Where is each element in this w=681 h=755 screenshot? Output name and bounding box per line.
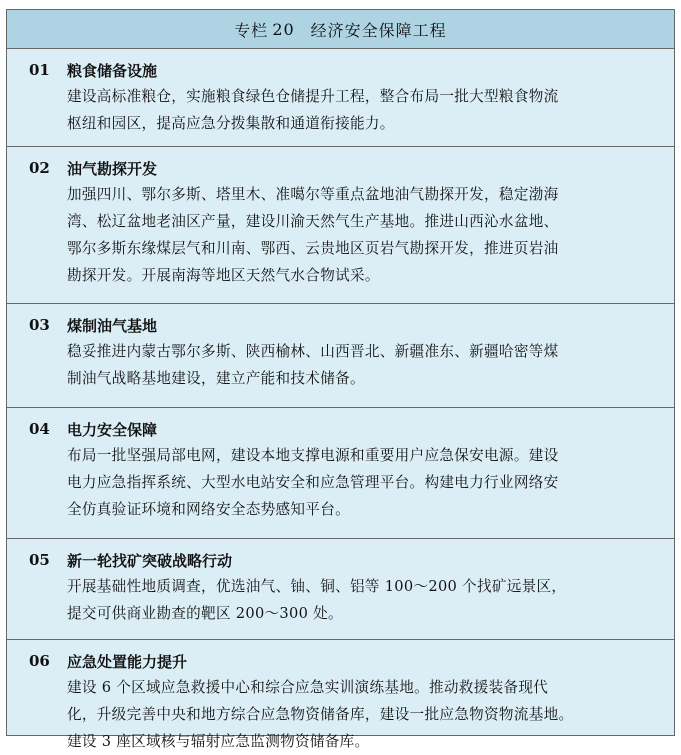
section-line: 加强四川、鄂尔多斯、塔里木、准噶尔等重点盆地油气勘探开发，稳定渤海	[67, 186, 559, 203]
section-03	[7, 312, 674, 408]
section-line: 提交可供商业勘查的靶区 200～300 处。	[67, 605, 343, 622]
section-line: 开展基础性地质调查，优选油气、铀、铜、铝等 100～200 个找矿远景区，	[67, 578, 567, 595]
section-line: 枢纽和园区，提高应急分拨集散和通道衔接能力。	[67, 115, 395, 132]
section-line: 鄂尔多斯东缘煤层气和川南、鄂西、云贵地区页岩气勘探开发，推进页岩油	[67, 240, 559, 257]
section-04	[7, 416, 674, 539]
section-index: 06	[29, 652, 50, 670]
section-line: 建设 6 个区域应急救援中心和综合应急实训演练基地。推动救援装备现代	[67, 679, 549, 696]
section-title: 电力安全保障	[67, 420, 158, 439]
section-index: 04	[29, 420, 50, 438]
section-line: 稳妥推进内蒙古鄂尔多斯、陕西榆林、山西晋北、新疆准东、新疆哈密等煤	[67, 343, 559, 360]
section-05	[7, 547, 674, 640]
section-line: 勘探开发。开展南海等地区天然气水合物试采。	[67, 267, 380, 284]
section-02	[7, 155, 674, 304]
section-index: 01	[29, 61, 50, 79]
section-01	[7, 57, 674, 147]
section-line: 制油气战略基地建设，建立产能和技术储备。	[67, 370, 365, 387]
project-box	[6, 9, 675, 750]
section-line: 电力应急指挥系统、大型水电站安全和应急管理平台。构建电力行业网络安	[67, 474, 559, 491]
header-prefix: 专栏	[234, 20, 269, 40]
section-line: 建设 3 座区域核与辐射应急监测物资储备库。	[67, 733, 370, 750]
section-line: 化，升级完善中央和地方综合应急物资储备库，建设一批应急物资物流基地。	[67, 706, 574, 723]
box-header	[7, 10, 674, 49]
section-line: 建设高标准粮仓，实施粮食绿色仓储提升工程，整合布局一批大型粮食物流	[67, 88, 559, 105]
section-line: 全仿真验证环境和网络安全态势感知平台。	[67, 501, 350, 518]
section-line: 湾、松辽盆地老油区产量，建设川渝天然气生产基地。推进山西沁水盆地、	[67, 213, 559, 230]
section-title: 油气勘探开发	[67, 159, 158, 178]
header-title: 经济安全保障工程	[310, 20, 447, 40]
section-title: 粮食储备设施	[67, 61, 158, 80]
section-06	[7, 648, 674, 755]
section-line: 布局一批坚强局部电网，建设本地支撑电源和重要用户应急保安电源。建设	[67, 447, 559, 464]
header-number: 20	[272, 19, 295, 39]
section-title: 煤制油气基地	[67, 316, 158, 335]
section-index: 05	[29, 551, 50, 569]
section-title: 应急处置能力提升	[67, 652, 188, 671]
section-index: 03	[29, 316, 50, 334]
section-index: 02	[29, 159, 50, 177]
section-title: 新一轮找矿突破战略行动	[67, 551, 233, 570]
